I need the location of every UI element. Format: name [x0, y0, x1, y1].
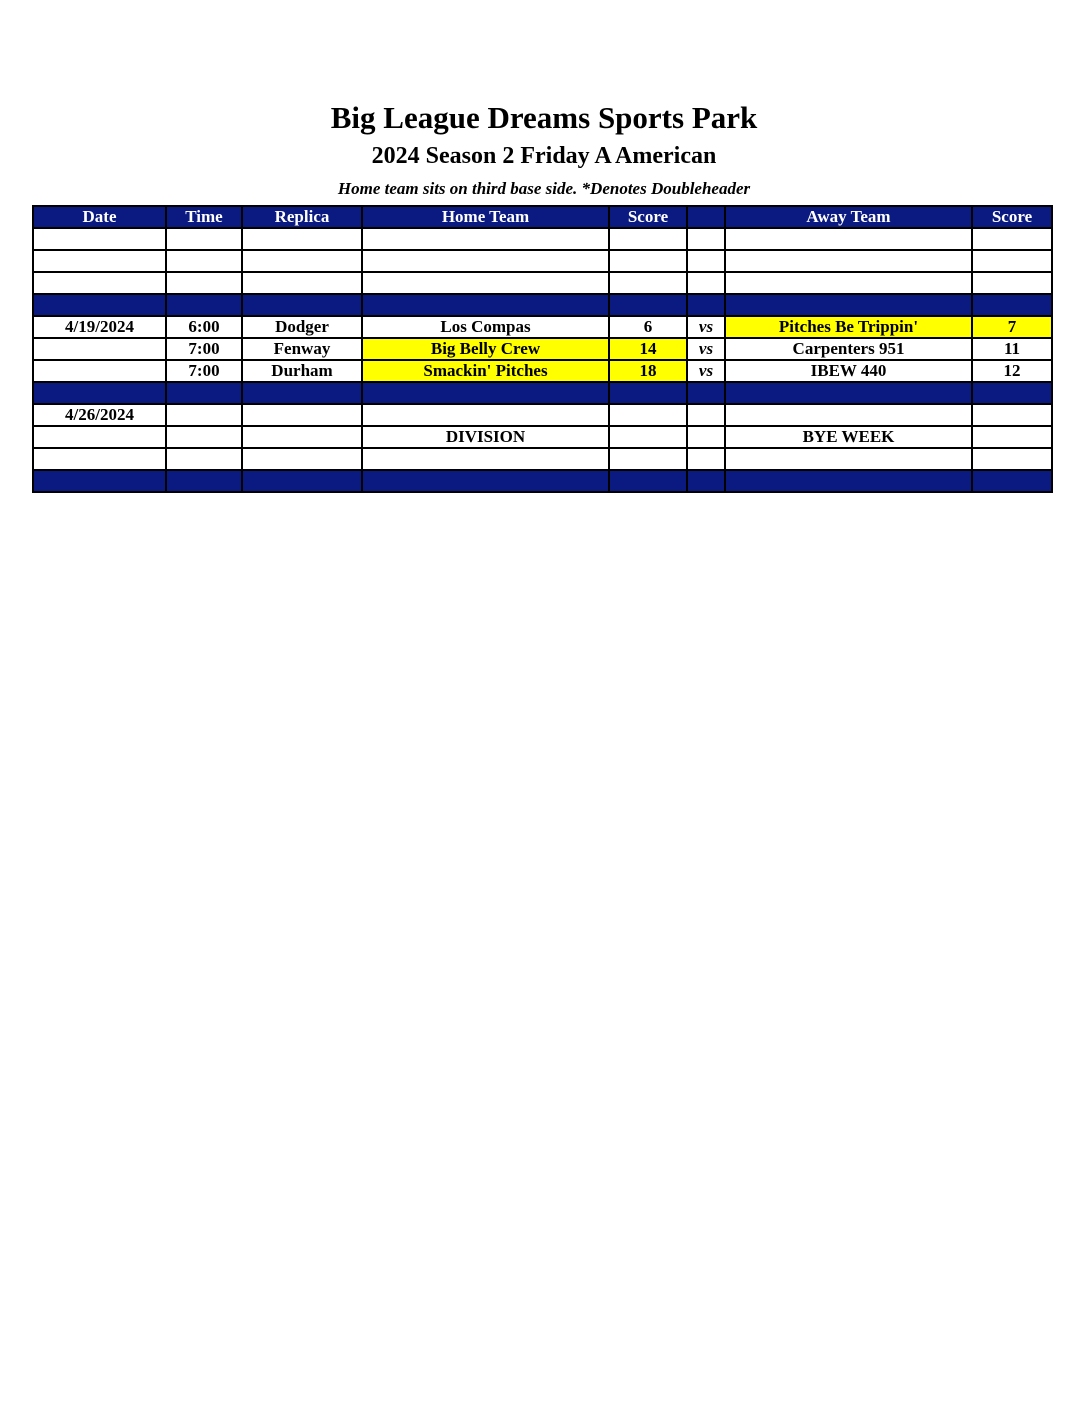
- away-score-cell: [972, 250, 1052, 272]
- vs-cell: [687, 426, 725, 448]
- date-cell: [33, 470, 166, 492]
- schedule-body: [33, 228, 1052, 492]
- away-team-cell: BYE WEEK: [725, 426, 972, 448]
- home-team-cell: DIVISION: [362, 426, 609, 448]
- time-cell: [166, 426, 242, 448]
- away-score-cell: [972, 382, 1052, 404]
- away-team-cell: [725, 228, 972, 250]
- time-cell: 7:00: [166, 360, 242, 382]
- away-score-cell: [972, 426, 1052, 448]
- away-team-cell: Pitches Be Trippin': [725, 316, 972, 338]
- time-cell: [166, 250, 242, 272]
- date-cell: [33, 228, 166, 250]
- replica-cell: [242, 228, 362, 250]
- away-team-cell: IBEW 440: [725, 360, 972, 382]
- replica-cell: [242, 470, 362, 492]
- home-team-cell: Los Compas: [362, 316, 609, 338]
- game-row: [33, 316, 1052, 338]
- away-team-cell: [725, 382, 972, 404]
- away-team-cell: [725, 294, 972, 316]
- away-score-cell: [972, 470, 1052, 492]
- home-score-cell: [609, 470, 687, 492]
- vs-cell: vs: [687, 360, 725, 382]
- blank-row: [33, 228, 1052, 250]
- column-header-home-team: Home Team: [362, 206, 609, 228]
- time-cell: [166, 404, 242, 426]
- game-row: [33, 360, 1052, 382]
- column-header-home-score: Score: [609, 206, 687, 228]
- replica-cell: [242, 382, 362, 404]
- replica-cell: [242, 404, 362, 426]
- home-score-cell: 14: [609, 338, 687, 360]
- home-score-cell: [609, 250, 687, 272]
- time-cell: 7:00: [166, 338, 242, 360]
- away-team-cell: [725, 250, 972, 272]
- away-score-cell: [972, 448, 1052, 470]
- date-cell: [33, 426, 166, 448]
- replica-cell: Fenway: [242, 338, 362, 360]
- home-score-cell: [609, 272, 687, 294]
- column-header-vs: [687, 206, 725, 228]
- home-score-cell: [609, 404, 687, 426]
- away-team-cell: [725, 272, 972, 294]
- date-cell: [33, 272, 166, 294]
- date-cell: [33, 294, 166, 316]
- table-header-row: [33, 206, 1052, 228]
- time-cell: [166, 294, 242, 316]
- replica-cell: [242, 272, 362, 294]
- time-cell: [166, 228, 242, 250]
- time-cell: 6:00: [166, 316, 242, 338]
- away-score-cell: [972, 404, 1052, 426]
- vs-cell: [687, 470, 725, 492]
- home-team-cell: [362, 470, 609, 492]
- home-score-cell: [609, 382, 687, 404]
- replica-cell: [242, 426, 362, 448]
- blank-row: [33, 448, 1052, 470]
- vs-cell: [687, 228, 725, 250]
- replica-cell: [242, 448, 362, 470]
- vs-cell: [687, 404, 725, 426]
- home-score-cell: [609, 448, 687, 470]
- time-cell: [166, 272, 242, 294]
- separator-band-row: [33, 294, 1052, 316]
- home-team-cell: [362, 448, 609, 470]
- vs-cell: vs: [687, 316, 725, 338]
- replica-cell: Durham: [242, 360, 362, 382]
- away-score-cell: [972, 272, 1052, 294]
- home-score-cell: [609, 228, 687, 250]
- replica-cell: Dodger: [242, 316, 362, 338]
- replica-cell: [242, 294, 362, 316]
- column-header-replica: Replica: [242, 206, 362, 228]
- vs-cell: [687, 272, 725, 294]
- page-subtitle: 2024 Season 2 Friday A American: [371, 143, 717, 169]
- home-team-cell: [362, 404, 609, 426]
- home-team-cell: Big Belly Crew: [362, 338, 609, 360]
- vs-cell: vs: [687, 338, 725, 360]
- date-cell: 4/19/2024: [33, 316, 166, 338]
- vs-cell: [687, 448, 725, 470]
- date-cell: [33, 382, 166, 404]
- away-team-cell: [725, 448, 972, 470]
- date-cell: [33, 448, 166, 470]
- replica-cell: [242, 250, 362, 272]
- date-cell: [33, 250, 166, 272]
- game-row: [33, 404, 1052, 426]
- home-team-cell: [362, 382, 609, 404]
- home-score-cell: 18: [609, 360, 687, 382]
- home-score-cell: [609, 294, 687, 316]
- blank-row: [33, 250, 1052, 272]
- date-cell: 4/26/2024: [33, 404, 166, 426]
- blank-row: [33, 272, 1052, 294]
- column-header-date: Date: [33, 206, 166, 228]
- vs-cell: [687, 250, 725, 272]
- date-cell: [33, 338, 166, 360]
- separator-band-row: [33, 470, 1052, 492]
- away-team-cell: Carpenters 951: [725, 338, 972, 360]
- time-cell: [166, 448, 242, 470]
- away-score-cell: 7: [972, 316, 1052, 338]
- vs-cell: [687, 294, 725, 316]
- game-row: [33, 338, 1052, 360]
- home-team-cell: [362, 228, 609, 250]
- column-header-time: Time: [166, 206, 242, 228]
- home-score-cell: [609, 426, 687, 448]
- home-team-cell: [362, 294, 609, 316]
- schedule-table: [32, 205, 1053, 493]
- column-header-away-team: Away Team: [725, 206, 972, 228]
- away-score-cell: 12: [972, 360, 1052, 382]
- schedule-note: Home team sits on third base side. *Denotes Doubleheader: [337, 179, 751, 198]
- away-team-cell: [725, 470, 972, 492]
- time-cell: [166, 382, 242, 404]
- page-title: Big League Dreams Sports Park: [330, 100, 758, 135]
- time-cell: [166, 470, 242, 492]
- separator-band-row: [33, 382, 1052, 404]
- date-cell: [33, 360, 166, 382]
- vs-cell: [687, 382, 725, 404]
- home-team-cell: [362, 250, 609, 272]
- home-score-cell: 6: [609, 316, 687, 338]
- column-header-away-score: Score: [972, 206, 1052, 228]
- away-team-cell: [725, 404, 972, 426]
- away-score-cell: [972, 294, 1052, 316]
- away-score-cell: 11: [972, 338, 1052, 360]
- game-row: [33, 426, 1052, 448]
- home-team-cell: Smackin' Pitches: [362, 360, 609, 382]
- home-team-cell: [362, 272, 609, 294]
- away-score-cell: [972, 228, 1052, 250]
